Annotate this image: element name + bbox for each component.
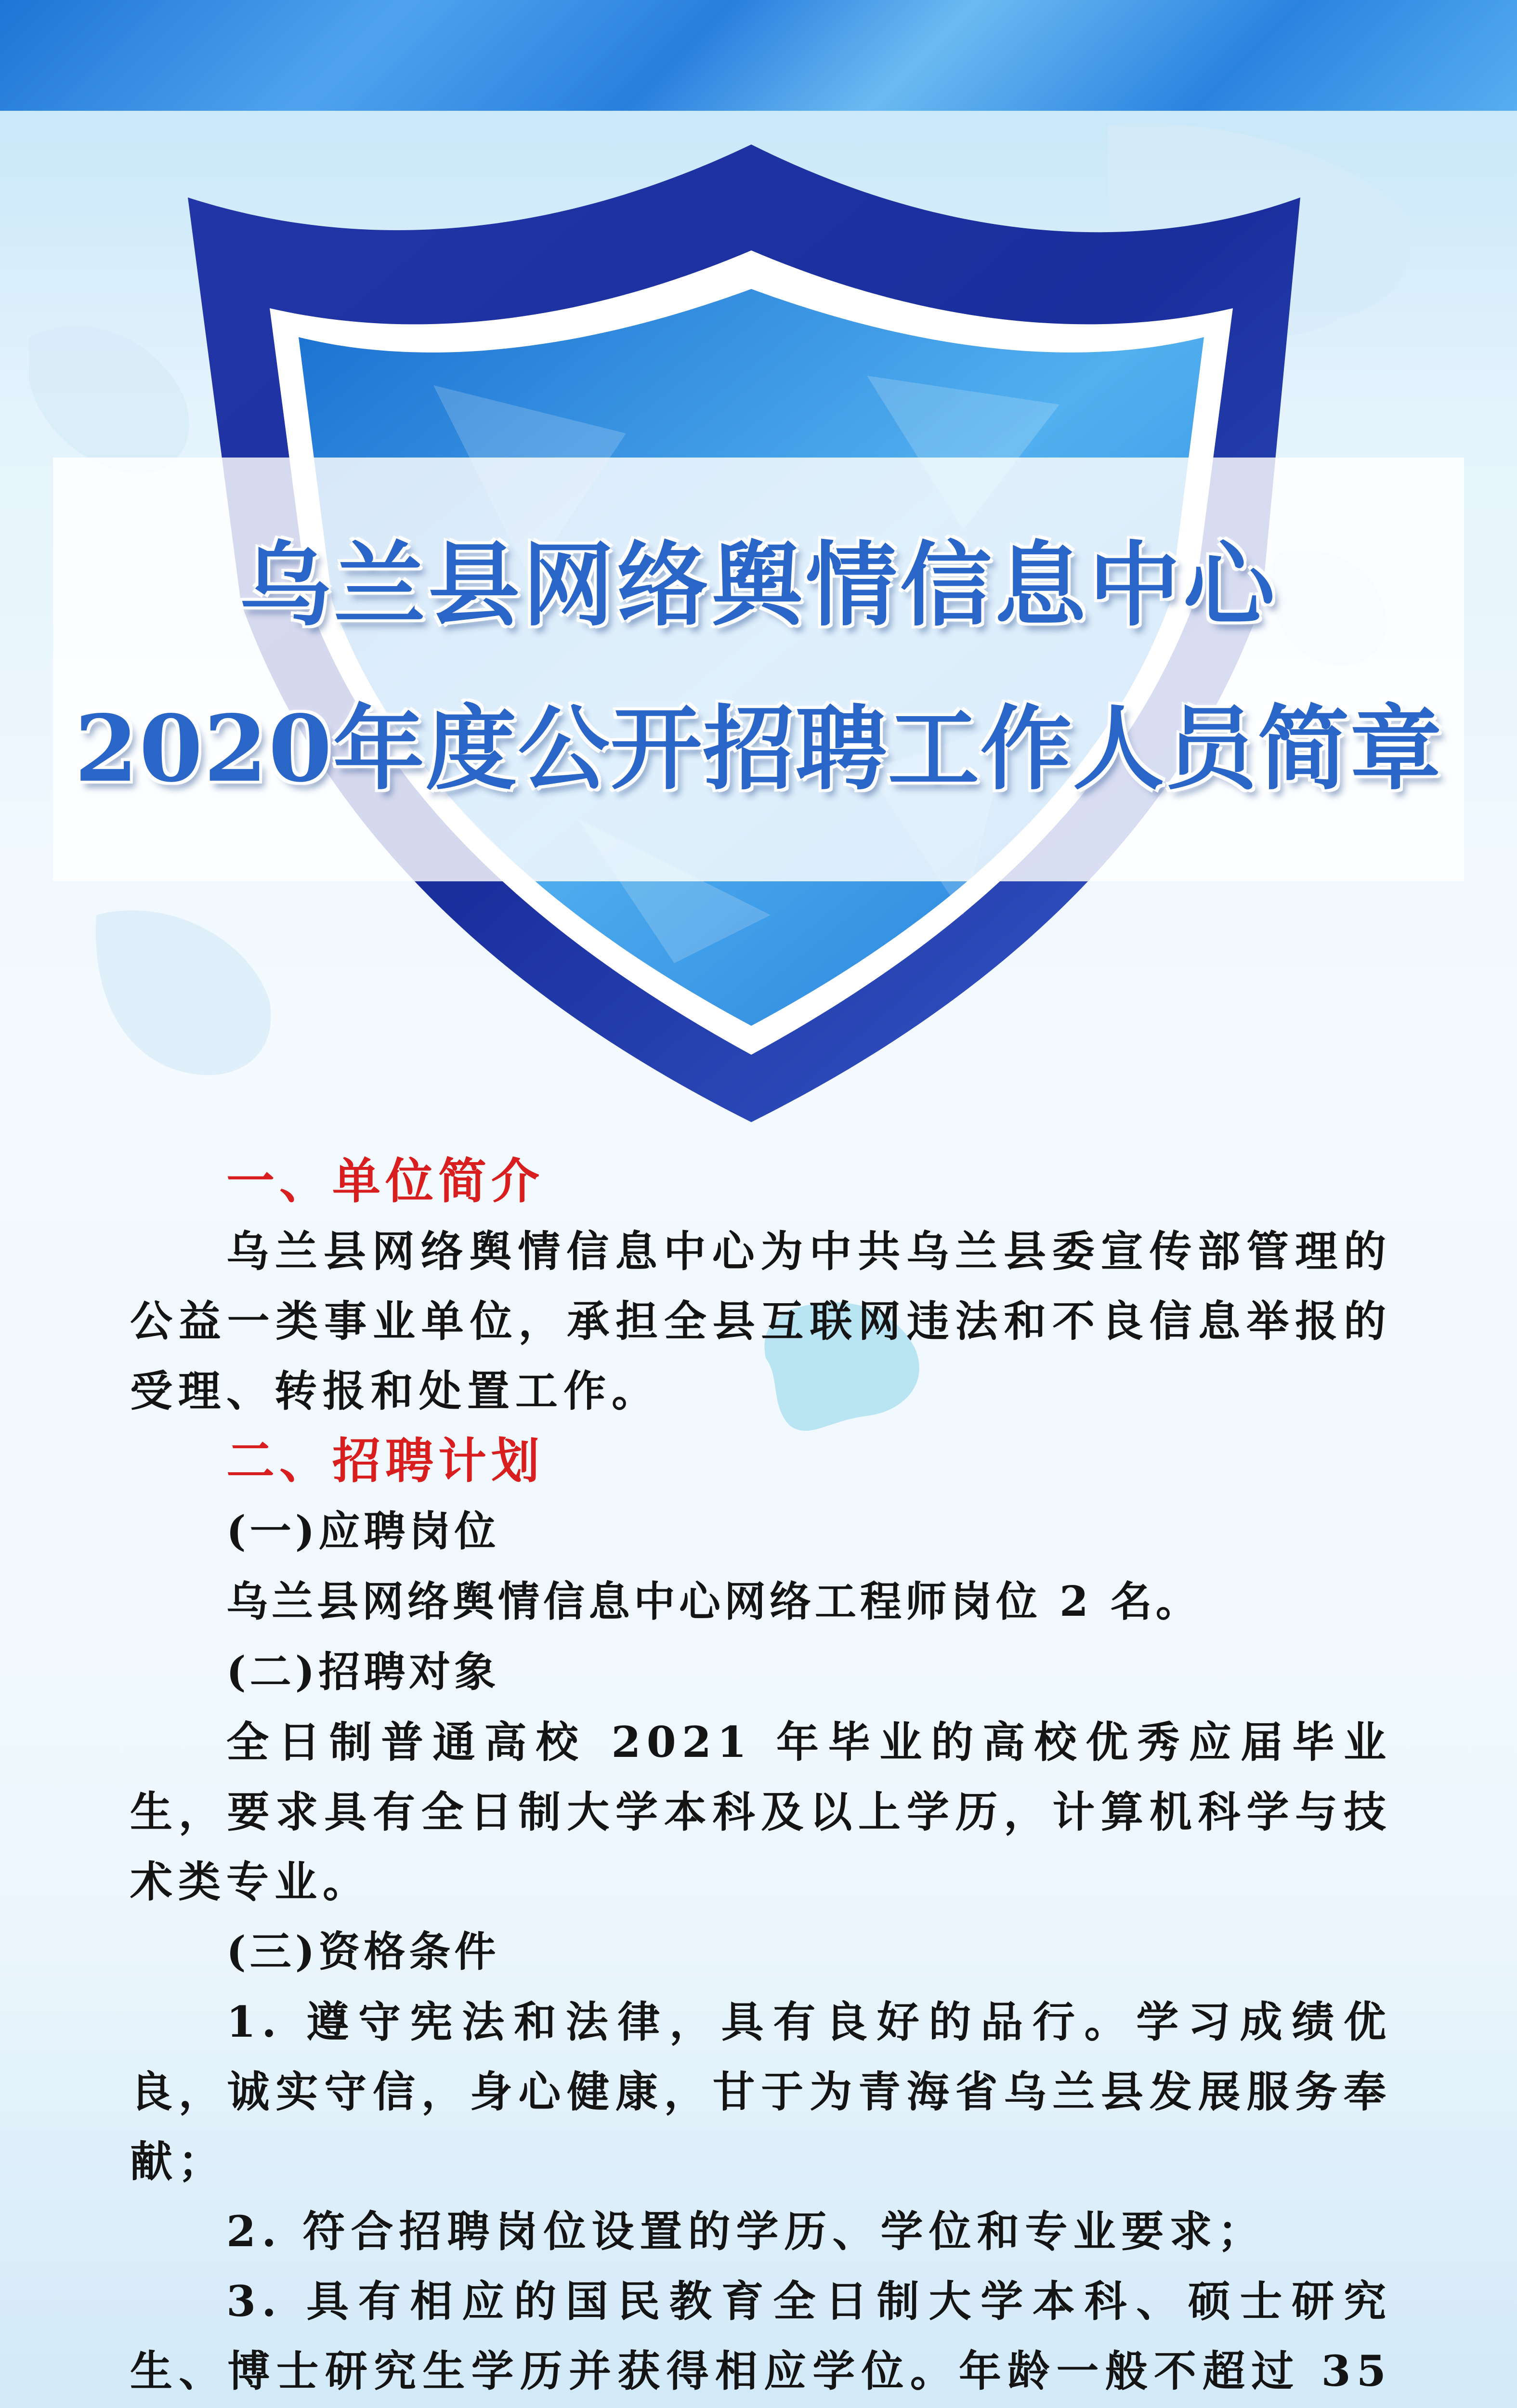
section-heading-recruit-plan: 二、招聘计划: [226, 1433, 544, 1489]
page-subtitle: 2020年度公开招聘工作人员简章: [74, 695, 1443, 802]
qualification-item-3: 3. 具有相应的国民教育全日制大学本科、硕士研究生、博士研究生学历并获得相应学位。年龄一般不超过 35: [130, 2276, 1392, 2396]
subheading-qualification: (三)资格条件: [226, 1927, 500, 1976]
unit-intro-text: 乌兰县网络舆情信息中心为中共乌兰县委宣传部管理的公益一类事业单位，承担全县互联网违法和不良信息举报的受理、转报和处置工作。: [130, 1226, 1392, 1416]
subheading-target: (二)招聘对象: [226, 1648, 500, 1696]
qualification-item-1: 1. 遵守宪法和法律，具有良好的品行。学习成绩优良，诚实守信，身心健康，甘于为青海省乌兰县发展服务奉献；: [130, 1997, 1392, 2186]
page-title: 乌兰县网络舆情信息中心: [239, 531, 1278, 639]
qualification-item-2: 2. 符合招聘岗位设置的学历、学位和专业要求；: [226, 2206, 1266, 2256]
target-text: 全日制普通高校 2021 年毕业的高校优秀应届毕业生，要求具有全日制大学本科及以上学历，计算机科学与技术类专业。: [130, 1717, 1392, 1907]
subheading-position: (一)应聘岗位: [226, 1507, 500, 1556]
section-heading-unit-intro: 一、单位简介: [226, 1153, 544, 1209]
position-text: 乌兰县网络舆情信息中心网络工程师岗位 2 名。: [226, 1577, 1201, 1626]
